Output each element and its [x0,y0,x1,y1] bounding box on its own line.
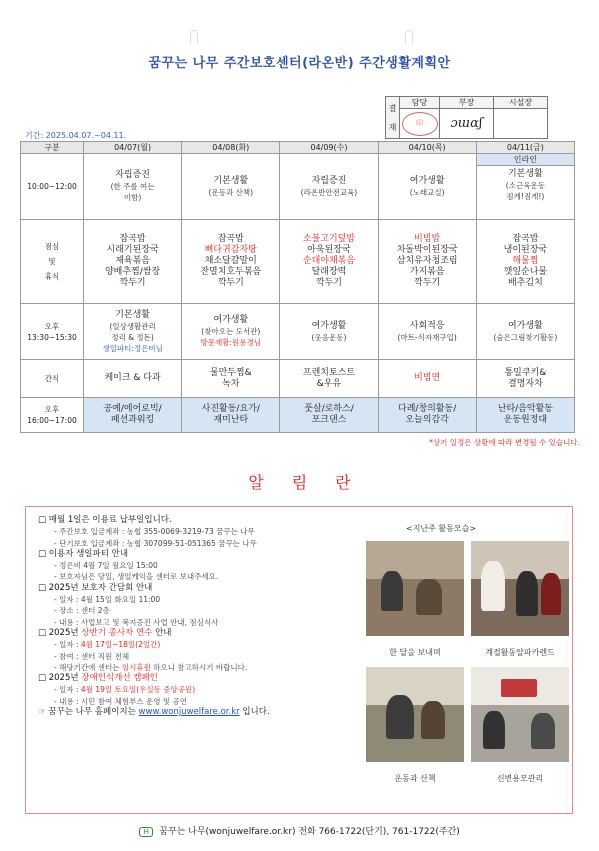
snack-label: 간식 [21,360,84,398]
cell-title: 자립증진 [115,170,150,180]
menu-item: 잡곡밥 [512,234,539,244]
afternoon-row [21,304,575,360]
menu-item: 냉이된장국 [503,245,548,255]
notice-highlight: 4월 19일 토요일(우실동 중앙공원) [80,685,196,695]
cell-sub: (숨은그림찾기활동) [493,332,558,342]
menu-item: 아욱된장국 [307,245,351,255]
snack-cell: 물만두찜& 녹차 [182,360,280,398]
notice-detail: - 참여 : 센터 직원 전체 [54,651,130,661]
signature: ɔɯɑʃ [450,116,483,131]
lunch-label-1: 점심 [44,242,60,251]
notice-detail: - 내용 : 사업보고 및 복지증진 사업 안내, 점심식사 [54,617,219,627]
lunch-menu [182,220,280,304]
notice-heading: □ 2025년 보호자 간담회 안내 [38,582,153,593]
approval-staff-cell [400,109,440,139]
menu-item: 잡곡밥 [119,234,146,244]
cell-sub: (노래교실) [409,187,445,197]
notice-heading: □ 이용자 생일파티 안내 [38,548,129,559]
evening-row [21,398,575,433]
menu-item: 삼치유자청조림 [396,256,458,266]
menu-item: 가지볶음 [409,267,445,277]
notice-heading: □ 매월 1일은 이용료 납부일입니다. [38,515,172,525]
footer-text: 꿈꾸는 나무(wonjuwelfare.or.kr) 전화 766-1722(단기), 761-1722(주간) [159,827,460,837]
notice-detail: - 일자 : 4월 19일 토요일(우실동 중앙공원) [54,685,196,695]
cell-sub: (마트-식자재구입) [397,332,457,342]
day-thu: 04/10(목) [378,142,476,154]
inline-tag: 인라인 [477,154,574,166]
approval-side-2: 재 [388,122,397,132]
notice-heading: □ 2025년 장애인식개선 캠페인 [38,673,158,684]
approval-side-label [386,97,400,139]
day-mon: 04/07(월) [84,142,182,154]
schedule-corner: 구분 [21,142,84,154]
menu-item: 채소달걀말이 [204,256,257,266]
cell-extra: 생일파티:정은비님 [102,343,163,353]
afternoon-label-1: 오후 [44,321,60,331]
menu-item: 배추김치 [507,278,543,288]
notice-detail: - 해당기간에 센터는 임시휴원 하오니 참고하시기 바랍니다. [54,662,248,672]
schedule-table [20,141,575,433]
homepage-link[interactable]: www.wonjuwelfare.or.kr [138,707,240,718]
cell-title: 기본생활 [213,175,249,186]
notice-box [25,506,573,814]
menu-item: 제육볶음 [115,256,150,266]
snack-cell: 통밀쿠키& 결명자차 [476,360,574,398]
evening-label [21,398,84,433]
morning-cell [280,154,378,220]
menu-item: 뼈다귀감자탕 [204,245,257,255]
cell-title: 여가생활 [409,175,445,186]
menu-item: 깍두기 [315,278,343,288]
notice-detail: - 정은비 4월 7일 월요일 15:00 [54,561,158,571]
afternoon-cell [378,304,476,360]
lunch-row [21,220,575,304]
menu-item: 잡곡밥 [217,234,244,244]
cell-sub: (라온반안전교육) [300,187,358,197]
cell-title: 자립증진 [311,175,347,186]
snack-row [21,360,575,398]
footer [0,824,599,837]
notice-highlight: 4월 17일~18일(2일간) [80,640,161,650]
cell-title: 여가생활 [507,320,543,331]
photo-3-caption: 운동과 산책 [394,774,436,783]
snack-cell: 케이크 & 다과 [84,360,182,398]
lunch-menu [476,220,574,304]
evening-cell: 사진활동/요가/ 재미난타 [182,398,280,433]
lunch-menu [378,220,476,304]
page-title: 꿈꾸는 나무 주간보호센터(라온반) 주간생활계획안 [148,56,451,71]
lunch-label [21,220,84,304]
approval-side-1: 결 [388,103,397,113]
cell-title: 기본생활 [115,309,150,320]
cell-sub: (웃음운동) [311,332,347,342]
lunch-label-3: 휴식 [44,272,60,281]
cell-title: 기본생활 [507,169,543,179]
schedule-header-row [21,142,575,154]
day-fri: 04/11(금) [476,142,574,154]
menu-item: 순대야채볶음 [302,256,356,266]
punch-hole-right [405,30,413,44]
menu-item: 깻잎순나물 [503,267,548,277]
menu-item: 깍두기 [217,278,244,288]
photo-4 [471,667,569,762]
cell-sub: (운동과 산책) [208,187,254,197]
snack-cell: 프렌치토스트 &우유 [280,360,378,398]
cell-extra: 방문재활:원용경님 [200,338,262,347]
approval-head-staff: 담당 [400,97,440,109]
photo-1 [366,541,464,636]
afternoon-cell [280,304,378,360]
cell-sub: (찾아오는 도서관) [201,327,261,336]
day-tue: 04/08(화) [182,142,280,154]
approval-manager-cell [440,109,494,139]
cell-sub: (소근육운동 짐게!짐게!) [505,181,545,201]
notice-detail: - 주간보호 입금계좌 : 농협 355-0069-3219-73 꿈꾸는 나무 [54,527,255,537]
notice-detail: - 일자 : 4월 15일 화요일 11:00 [54,595,161,605]
photo-1-caption: 한 달을 보내며 [389,648,441,657]
notice-detail: - 장소 : 센터 2층 [54,606,110,616]
notice-list [38,515,368,718]
change-note: *상기 일정은 상황에 따라 변경될 수 있습니다. [429,438,580,447]
photo-4-caption: 신변용모관리 [496,774,544,783]
approval-head-manager: 부장 [440,97,494,109]
evening-label-1: 오후 [44,405,60,414]
notice-highlight: 임시휴원 [121,662,151,672]
approval-director-cell [494,109,548,139]
morning-cell [476,154,574,220]
notice-detail: - 내용 : 시민 참여 체험부스 운영 및 공연 [54,696,187,706]
afternoon-cell [182,304,280,360]
afternoon-label-2: 13:30~15:30 [27,332,77,342]
evening-label-2: 16:00~17:00 [27,416,77,425]
homepage-line: ☞ 꿈꾸는 나무 홈페이지는 www.wonjuwelfare.or.kr 입니다. [38,707,270,718]
snack-cell: 비빔면 [378,360,476,398]
period-label: 기간: 2025.04.07.~04.11. [25,131,127,140]
menu-item: 소불고기덮밥 [302,234,356,244]
evening-cell: 풋살/로하스/ 포크댄스 [280,398,378,433]
notice-heading: □ 2025년 상반기 종사자 연수 안내 [38,627,172,638]
morning-cell [182,154,280,220]
morning-cell [84,154,182,220]
lunch-label-2: 및 [48,257,56,266]
notice-title: 알림란 [248,473,379,492]
menu-item: 시래기된장국 [106,245,159,255]
notice-detail: - 보호자님은 당일, 생일케익을 센터로 보내주세요. [54,572,219,582]
cell-sub: (일상생활관리 정리 & 정돈) [109,321,156,342]
punch-hole-left [190,30,198,44]
cell-title: 사회적응 [409,320,445,331]
center-logo-icon: H [139,827,153,837]
approval-box [385,96,548,139]
approval-head-director: 시설장 [494,97,548,109]
cell-title: 여가생활 [213,315,249,325]
morning-label: 10:00~12:00 [21,154,84,220]
lunch-menu [84,220,182,304]
menu-item: 달래장떡 [311,267,347,277]
cell-title: 여가생활 [311,320,347,331]
notice-detail: - 단기보호 입금계좌 : 농협 307099-51-051365 꿈꾸는 나무 [54,538,257,548]
menu-item: 차돌박이된장국 [396,245,458,255]
photos-caption: <지난주 활동모습> [406,524,477,533]
morning-row [21,154,575,220]
stamp-seal: 印 [402,112,438,136]
menu-item: 비빔밥 [414,234,441,244]
day-wed: 04/09(수) [280,142,378,154]
lunch-menu [280,220,378,304]
afternoon-label [21,304,84,360]
cell-sub: (한 주를 여는 이함) [110,182,155,202]
evening-cell: 공예/에어로빅/ 패션과워킹 [84,398,182,433]
afternoon-cell [84,304,182,360]
menu-item: 양배추찜/쌈장 [104,267,161,277]
menu-item: 해물찜 [512,256,539,266]
menu-item: 잔멸치호두볶음 [200,267,262,277]
evening-cell: 난타/음악활동 운동원정대 [476,398,574,433]
afternoon-cell [476,304,574,360]
menu-item: 깍두기 [414,278,441,288]
photo-3 [366,667,464,762]
notice-detail: - 일자 : 4월 17일~18일(2일간) [54,640,161,650]
notice-highlight: 상반기 종사자 연수 [81,627,153,638]
notice-highlight: 장애인식개선 캠페인 [81,673,158,684]
photo-2 [471,541,569,636]
menu-item: 깍두기 [119,278,146,288]
evening-cell: 다례/창의활동/ 오늘의감각 [378,398,476,433]
photo-2-caption: 계절활동알파카렌드 [485,648,555,657]
morning-cell [378,154,476,220]
